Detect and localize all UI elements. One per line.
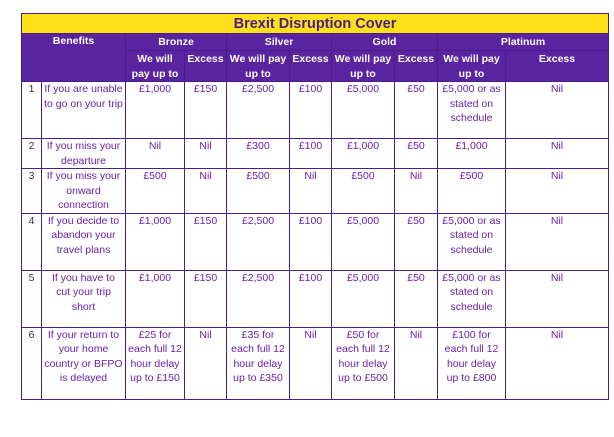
- platinum-pay-cell: £1,000: [438, 139, 506, 169]
- silver-excess-cell: £100: [290, 139, 332, 169]
- table-title: Brexit Disruption Cover: [22, 14, 609, 34]
- silver-excess-cell: £100: [290, 213, 332, 270]
- platinum-excess-cell: Nil: [506, 270, 609, 327]
- bronze-excess-cell: £150: [185, 270, 227, 327]
- excess-header: Excess: [506, 51, 609, 82]
- bronze-excess-cell: Nil: [185, 139, 227, 169]
- bronze-excess-cell: Nil: [185, 169, 227, 214]
- platinum-excess-cell: Nil: [506, 327, 609, 399]
- platinum-excess-cell: Nil: [506, 139, 609, 169]
- silver-excess-cell: Nil: [290, 327, 332, 399]
- benefit-cell: If you have to cut your trip short: [42, 270, 126, 327]
- row-number: 4: [22, 213, 42, 270]
- bronze-excess-cell: Nil: [185, 327, 227, 399]
- tier-gold-header: Gold: [332, 34, 438, 51]
- row-number: 6: [22, 327, 42, 399]
- platinum-pay-cell: £500: [438, 169, 506, 214]
- gold-excess-cell: £50: [395, 270, 438, 327]
- platinum-pay-cell: £5,000 or as stated on schedule: [438, 270, 506, 327]
- pay-header: We will pay up to: [332, 51, 395, 82]
- platinum-excess-cell: Nil: [506, 213, 609, 270]
- gold-excess-cell: £50: [395, 213, 438, 270]
- benefit-cell: If you are unable to go on your trip: [42, 82, 126, 139]
- silver-pay-cell: £2,500: [227, 270, 290, 327]
- silver-excess-cell: £100: [290, 270, 332, 327]
- excess-header: Excess: [185, 51, 227, 82]
- pay-header: We will pay up to: [438, 51, 506, 82]
- benefit-cell: If you miss your departure: [42, 139, 126, 169]
- gold-excess-cell: £50: [395, 139, 438, 169]
- bronze-pay-cell: £1,000: [126, 270, 185, 327]
- benefits-header: Benefits: [22, 34, 126, 82]
- excess-header: Excess: [395, 51, 438, 82]
- gold-excess-cell: Nil: [395, 327, 438, 399]
- tier-bronze-header: Bronze: [126, 34, 227, 51]
- row-number: 5: [22, 270, 42, 327]
- bronze-pay-cell: £1,000: [126, 82, 185, 139]
- table-row: [22, 270, 609, 327]
- platinum-excess-cell: Nil: [506, 82, 609, 139]
- silver-pay-cell: £2,500: [227, 82, 290, 139]
- table-row: [22, 213, 609, 270]
- gold-pay-cell: £5,000: [332, 270, 395, 327]
- row-number: 1: [22, 82, 42, 139]
- gold-pay-cell: £5,000: [332, 82, 395, 139]
- bronze-pay-cell: Nil: [126, 139, 185, 169]
- row-number: 3: [22, 169, 42, 214]
- bronze-pay-cell: £25 for each full 12 hour delay up to £150: [126, 327, 185, 399]
- gold-pay-cell: £50 for each full 12 hour delay up to £500: [332, 327, 395, 399]
- tier-platinum-header: Platinum: [438, 34, 609, 51]
- bronze-pay-cell: £500: [126, 169, 185, 214]
- silver-excess-cell: Nil: [290, 169, 332, 214]
- benefit-cell: If your return to your home country or BFPO is delayed: [42, 327, 126, 399]
- platinum-pay-cell: £100 for each full 12 hour delay up to £800: [438, 327, 506, 399]
- benefit-cell: If you miss your onward connection: [42, 169, 126, 214]
- gold-pay-cell: £500: [332, 169, 395, 214]
- gold-pay-cell: £5,000: [332, 213, 395, 270]
- pay-header: We will pay up to: [126, 51, 185, 82]
- gold-pay-cell: £1,000: [332, 139, 395, 169]
- table-row: [22, 327, 609, 399]
- excess-header: Excess: [290, 51, 332, 82]
- silver-pay-cell: £35 for each full 12 hour delay up to £350: [227, 327, 290, 399]
- gold-excess-cell: £50: [395, 82, 438, 139]
- bronze-pay-cell: £1,000: [126, 213, 185, 270]
- silver-pay-cell: £2,500: [227, 213, 290, 270]
- pay-header: We will pay up to: [227, 51, 290, 82]
- brexit-cover-table: [21, 13, 609, 400]
- platinum-pay-cell: £5,000 or as stated on schedule: [438, 213, 506, 270]
- bronze-excess-cell: £150: [185, 213, 227, 270]
- platinum-excess-cell: Nil: [506, 169, 609, 214]
- silver-excess-cell: £100: [290, 82, 332, 139]
- table-row: [22, 82, 609, 139]
- table-row: [22, 169, 609, 214]
- silver-pay-cell: £300: [227, 139, 290, 169]
- tier-silver-header: Silver: [227, 34, 332, 51]
- row-number: 2: [22, 139, 42, 169]
- table-row: [22, 139, 609, 169]
- silver-pay-cell: £500: [227, 169, 290, 214]
- gold-excess-cell: Nil: [395, 169, 438, 214]
- benefit-cell: If you decide to abandon your travel plans: [42, 213, 126, 270]
- brexit-cover-table-frame: [21, 13, 608, 400]
- bronze-excess-cell: £150: [185, 82, 227, 139]
- platinum-pay-cell: £5,000 or as stated on schedule: [438, 82, 506, 139]
